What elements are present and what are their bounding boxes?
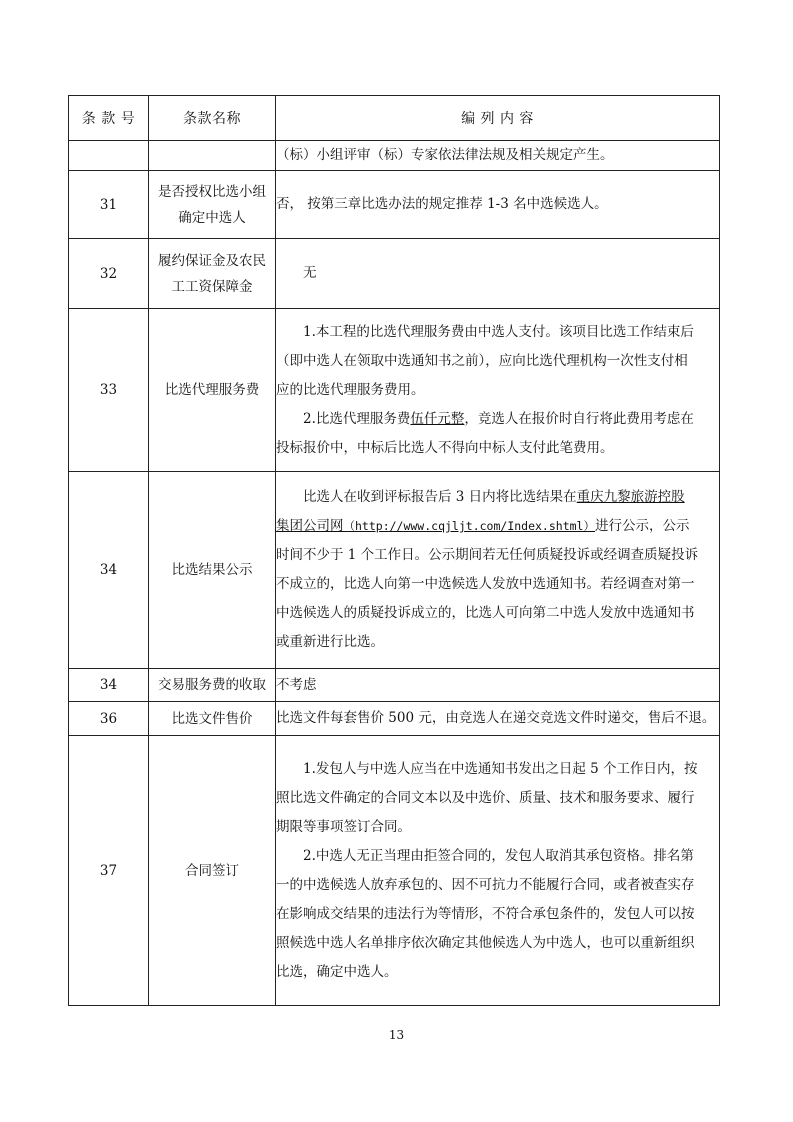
clause-number: 34 [69, 669, 149, 702]
content-line: 一的中选候选人放弃承包的、因不可抗力不能履行合同，或者被查实存 [276, 876, 695, 893]
header-clause-number: 条 款 号 [69, 96, 149, 141]
fee-amount: 伍仟元整 [410, 410, 465, 427]
clause-content [276, 171, 720, 239]
clause-name-line: 履约保证金及农民 [158, 252, 266, 269]
header-clause-name: 条款名称 [149, 96, 276, 141]
content-line: 或重新进行比选。 [276, 634, 384, 650]
content-line: 1.发包人与中选人应当在中选通知书发出之日起 5 个工作日内，按 [303, 760, 698, 777]
clause-content [276, 472, 720, 669]
table-row [69, 141, 720, 171]
content-line: 1.本工程的比选代理服务费由中选人支付。该项目比选工作结束后 [303, 323, 694, 340]
clause-number: 34 [69, 472, 149, 669]
clause-number [69, 141, 149, 171]
content-line: 在影响成交结果的违法行为等情形，不符合承包条件的，发包人可以按 [276, 905, 695, 922]
content-line [276, 512, 719, 541]
table-row [69, 736, 720, 1006]
clause-table [68, 95, 720, 1006]
clause-name-line: 是否授权比选小组 [158, 183, 266, 200]
content-line: 2.中选人无正当理由拒签合同的，发包人取消其承包资格。排名第 [303, 847, 694, 864]
clause-content [276, 239, 720, 309]
content-line [276, 405, 719, 434]
content-line: 比选文件每套售价 500 元，由竞选人在递交竞选文件时递交，售后不退。 [276, 710, 716, 726]
content-line: 照比选文件确定的合同文本以及中选价、质量、技术和服务要求、履行 [276, 789, 695, 806]
table-row [69, 702, 720, 736]
content-line: 期限等事项签订合同。 [276, 818, 411, 835]
clause-name: 比选文件售价 [149, 702, 276, 736]
content-line: 照候选中选人名单排序依次确定其他候选人为中选人，也可以重新组织 [276, 934, 695, 951]
clause-name: 比选代理服务费 [149, 309, 276, 472]
content-line: 不成立的，比选人向第一中选候选人发放中选通知书。若经调查对第一 [276, 576, 695, 592]
clause-content [276, 736, 720, 1006]
content-line: 投标报价中，中标后比选人不得向中标人支付此笔费用。 [276, 439, 614, 456]
content-line: 时间不少于 1 个工作日。公示期间若无任何质疑投诉或经调查质疑投诉 [276, 547, 699, 563]
website-name: 重庆九黎旅游控股 [576, 489, 685, 505]
clause-name [149, 171, 276, 239]
content-line: 不考虑 [276, 676, 317, 693]
clause-number: 32 [69, 239, 149, 309]
content-line: 否， 按第三章比选办法的规定推荐 1-3 名中选候选人。 [276, 196, 608, 212]
content-line: 比选，确定中选人。 [276, 963, 398, 980]
table-header-row [69, 96, 720, 141]
clause-number: 37 [69, 736, 149, 1006]
website-name: 集团公司网 [276, 518, 344, 534]
clause-number: 31 [69, 171, 149, 239]
content-text: 2.比选代理服务费 [303, 410, 411, 427]
clause-content [276, 141, 720, 171]
table-row [69, 309, 720, 472]
clause-name [149, 141, 276, 171]
table-row [69, 669, 720, 702]
table-row [69, 239, 720, 309]
content-text: ，竞选人在报价时自行将此费用考虑在 [464, 410, 694, 427]
content-text: 比选人在收到评标报告后 3 日内将比选结果在 [303, 489, 577, 505]
website-url-link[interactable]: （http://www.cqjljt.com/Index.shtml） [343, 519, 595, 533]
clause-name-line: 工工资保障金 [171, 278, 253, 295]
clause-name-line: 确定中选人 [178, 209, 246, 226]
page-number: 13 [388, 1028, 405, 1042]
clause-number: 36 [69, 702, 149, 736]
content-line [276, 483, 719, 512]
content-line: （标）小组评审（标）专家依法律法规及相关规定产生。 [276, 147, 614, 163]
content-line: （即中选人在领取中选通知书之前），应向比选代理机构一次性支付相 [276, 352, 688, 369]
header-content: 编 列 内 容 [276, 96, 720, 141]
content-text: 进行公示，公示 [594, 518, 690, 534]
clause-content [276, 669, 720, 702]
clause-name [149, 239, 276, 309]
clause-name: 合同签订 [149, 736, 276, 1006]
clause-number: 33 [69, 309, 149, 472]
content-line: 中选候选人的质疑投诉成立的，比选人可向第二中选人发放中选通知书 [276, 605, 695, 621]
clause-content [276, 702, 720, 736]
content-line: 无 [303, 265, 317, 281]
table-row [69, 171, 720, 239]
clause-name: 比选结果公示 [149, 472, 276, 669]
clause-content [276, 309, 720, 472]
clause-name: 交易服务费的收取 [149, 669, 276, 702]
table-row [69, 472, 720, 669]
content-line: 应的比选代理服务费用。 [276, 381, 425, 398]
